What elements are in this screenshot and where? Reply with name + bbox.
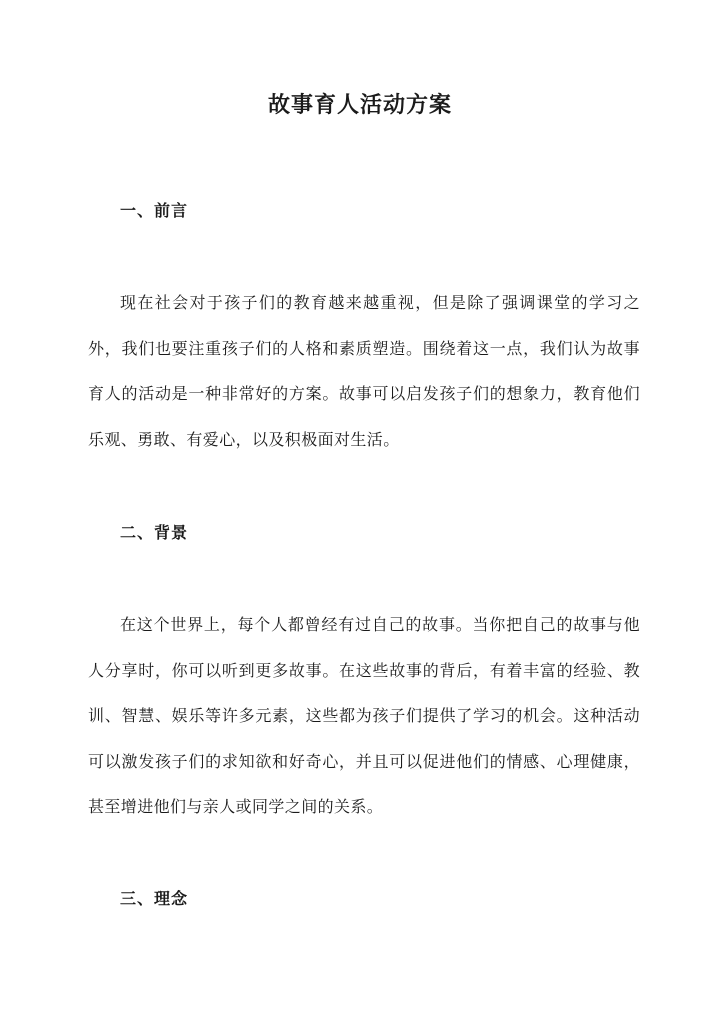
section-paragraph-background: 在这个世界上，每个人都曾经有过自己的故事。当你把自己的故事与他人分享时，你可以听到更多故事。在这些故事的背后，有着丰富的经验、教训、智慧、娱乐等许多元素，这些都为孩子们提供了学习的机会。这种活动可以激发孩子们的求知欲和好奇心，并且可以促进他们的情感、心理健康，甚至增进他们与亲人或同学之间的关系。 xyxy=(88,615,640,816)
section-heading-philosophy: 三、理念 xyxy=(120,889,189,908)
page-title: 故事育人活动方案 xyxy=(267,92,452,118)
section-heading-preface: 一、前言 xyxy=(120,201,189,220)
section-heading-background: 二、背景 xyxy=(120,523,189,542)
section-paragraph-preface: 现在社会对于孩子们的教育越来越重视，但是除了强调课堂的学习之外，我们也要注重孩子们的人格和素质塑造。围绕着这一点，我们认为故事育人的活动是一种非常好的方案。故事可以启发孩子们的想象力，教育他们乐观、勇敢、有爱心，以及积极面对生活。 xyxy=(88,293,640,449)
